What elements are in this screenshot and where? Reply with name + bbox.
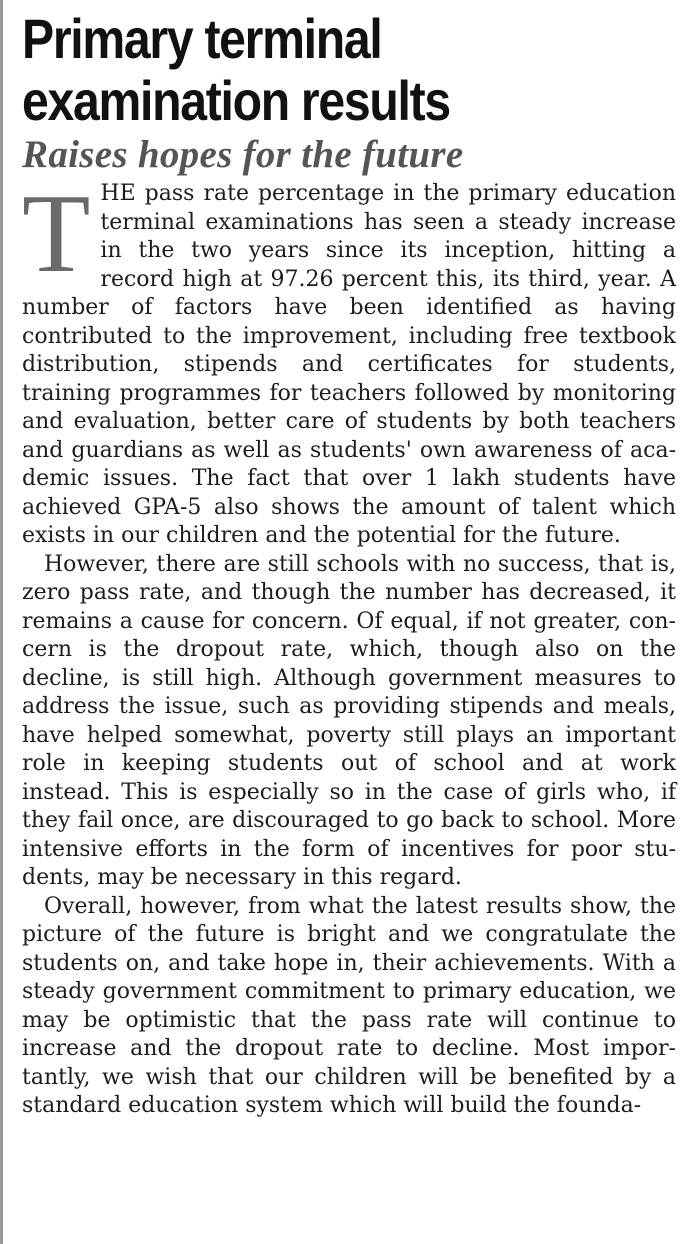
paragraph-1 xyxy=(22,172,676,551)
paragraph-1-text: HE pass rate percentage in the primary education terminal examinations has seen a steady increase in the two years since its inception, hitting a record high at 97.26 percent this, its third, year. A number of factors have been identified as having contributed to the improvement, including free textbook distribution, stipends and certificates for students, training programmes for teachers followed by monitoring and evaluation, better care of students by both teachers and guardians as well as students' own awareness of aca-demic issues. The fact that over 1 lakh students have achieved GPA-5 also shows the amount of talent which exists in our children and the potential for the future. xyxy=(22,181,676,548)
paragraph-2: However, there are still schools with no success, that is, zero pass rate, and though the number has decreased, it remains a cause for concern. Of equal, if not greater, con-cern is the dropout rate, which, though also on the decline, is still high. Although government measures to address the issue, such as providing stipends and meals, have helped somewhat, poverty still plays an important role in keeping students out of school and at work instead. This is especially so in the case of girls who, if they fail once, are discouraged to go back to school. More intensive efforts in the form of incentives for poor stu-dents, may be necessary in this regard. xyxy=(22,551,676,890)
article-body xyxy=(22,172,676,1121)
paragraph-3: Overall, however, from what the latest results show, the picture of the future is bright and we congratulate the students on, and take hope in, their achievements. With a steady government commitment to primary education, we may be optimistic that the pass rate will continue to increase and the dropout rate to decline. Most impor-tantly, we wish that our children will be benefited by a standard education system which will build the founda- xyxy=(22,893,676,1118)
column-rule xyxy=(0,0,3,1244)
editorial-article xyxy=(22,8,676,1121)
drop-cap: T xyxy=(22,172,91,296)
headline xyxy=(22,8,676,132)
subheadline: Raises hopes for the future xyxy=(22,133,464,176)
headline-line-1: Primary terminal xyxy=(22,7,382,70)
headline-line-2: examination results xyxy=(22,69,450,132)
